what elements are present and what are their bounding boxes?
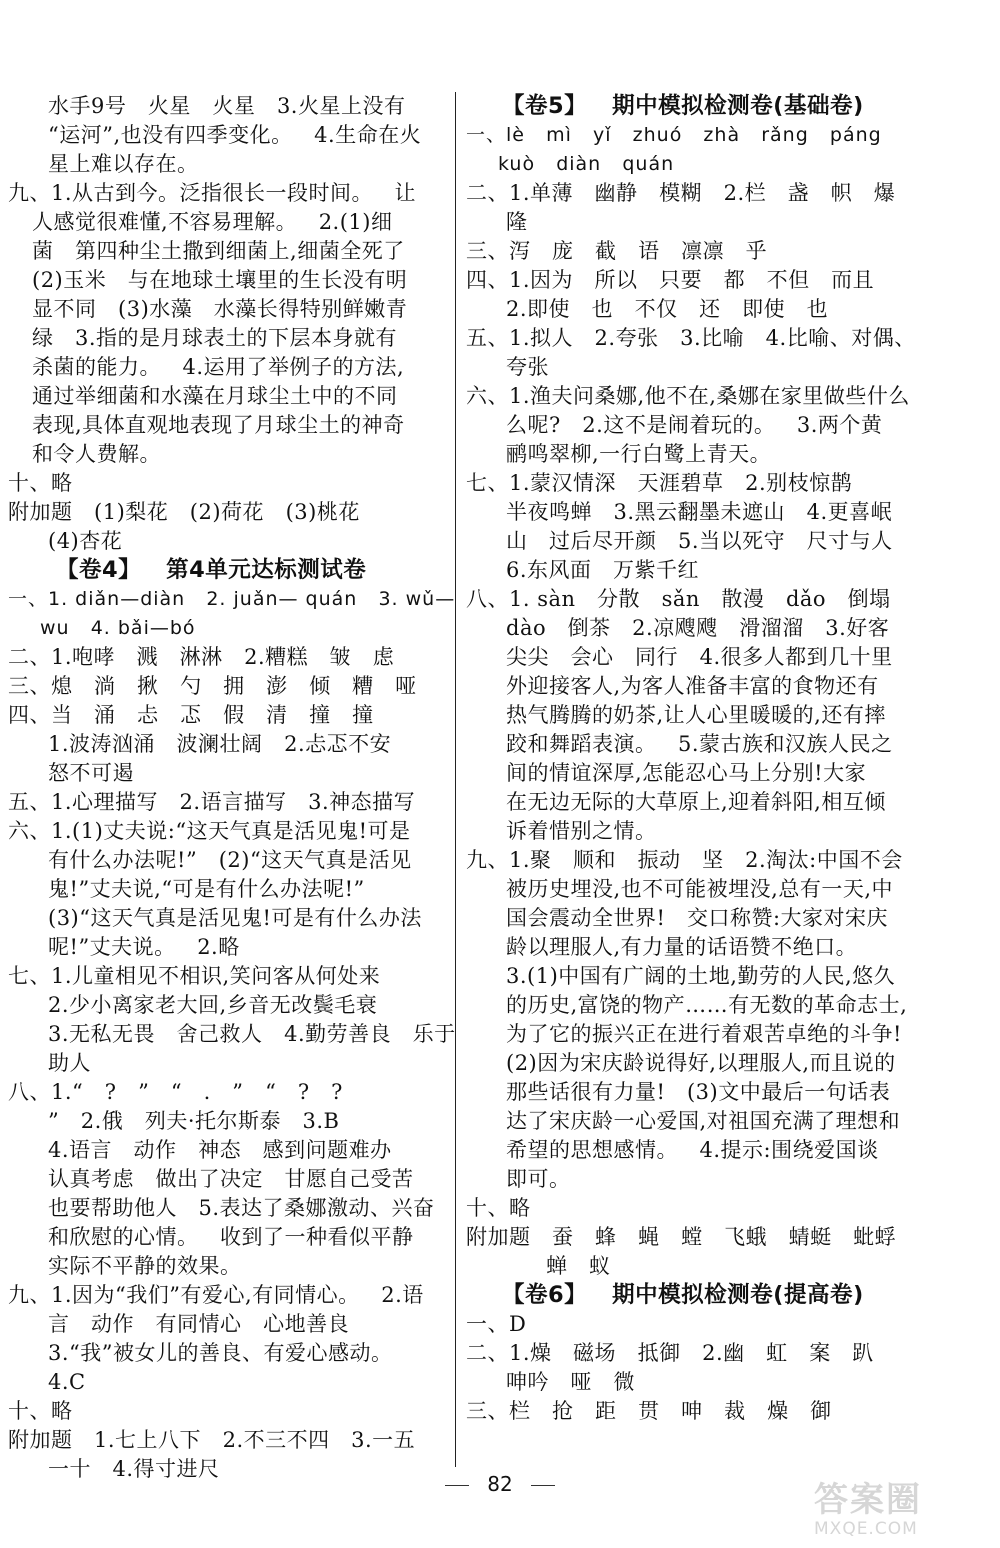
- text-line: 附加题 蚕 蜂 蝇 螳 飞蛾 蜻蜓 蚍蜉: [466, 1225, 897, 1249]
- text-line: 尖尖 会心 同行 4.很多人都到几十里: [506, 645, 893, 669]
- text-line: 一、D: [466, 1312, 527, 1336]
- text-line: 八、1. sàn 分散 sǎn 散漫 dǎo 倒塌: [466, 587, 891, 611]
- text-line: 为了它的振兴正在进行着艰苦卓绝的斗争!: [506, 1022, 902, 1046]
- text-line: 二、1.单薄 幽静 模糊 2.栏 盏 帜 爆: [466, 181, 896, 205]
- text-line: 诉着惜别之情。: [506, 819, 657, 843]
- text-line: 七、1.蒙汉情深 天涯碧草 2.别枝惊鹊: [466, 471, 853, 495]
- text-line: 3.“我”被女儿的善良、有爱心感动。: [48, 1341, 393, 1365]
- text-line: 一、lè mì yǐ zhuó zhà rǎng páng: [466, 124, 882, 146]
- text-line: “运河”,也没有四季变化。 4.生命在火: [48, 123, 422, 147]
- text-line: 表现,具体直观地表现了月球尘土的神奇: [32, 413, 405, 437]
- text-line: 达了宋庆龄一心爱国,对祖国充满了理想和: [506, 1109, 901, 1133]
- text-line: 绿 3.指的是月球表土的下层本身就有: [32, 326, 398, 350]
- text-line: 三、栏 抢 距 贯 呻 裁 燥 御: [466, 1399, 832, 1423]
- text-line: 龄以理服人,有力量的话语赞不绝口。: [506, 935, 858, 959]
- text-line: 6.东风面 万紫千红: [506, 558, 700, 582]
- text-line: wu 4. bǎi—bó: [40, 617, 196, 639]
- section-heading: 【卷4】 第4单元达标测试卷: [56, 557, 367, 583]
- text-line: 热气腾腾的奶茶,让人心里暖暖的,还有摔: [506, 703, 886, 727]
- text-line: 2.少小离家老大回,乡音无改鬓毛衰: [48, 993, 378, 1017]
- section-heading: 【卷6】 期中模拟检测卷(提高卷): [502, 1282, 864, 1308]
- text-line: 通过举细菌和水藻在月球尘土中的不同: [32, 384, 398, 408]
- text-line: 六、1.渔夫问桑娜,他不在,桑娜在家里做些什么: [466, 384, 910, 408]
- text-line: 八、1.“ ? ” “ . ” “ ? ?: [8, 1080, 343, 1104]
- column-divider: [455, 92, 456, 1467]
- text-line: 夸张: [506, 355, 549, 379]
- text-line: 也要帮助他人 5.表达了桑娜激动、兴奋: [48, 1196, 435, 1220]
- text-line: 么呢? 2.这不是闹着玩的。 3.两个黄: [506, 413, 883, 437]
- text-line: 3.(1)中国有广阔的土地,勤劳的人民,悠久: [506, 964, 896, 988]
- text-line: 十、略: [466, 1196, 531, 1220]
- text-line: 助人: [48, 1051, 91, 1075]
- text-line: 十、略: [8, 471, 73, 495]
- text-line: 希望的思想感情。 4.提示:围绕爱国谈: [506, 1138, 879, 1162]
- text-line: 2.即使 也 不仅 还 即使 也: [506, 297, 829, 321]
- text-line: 呢!”丈夫说。 2.略: [48, 935, 240, 959]
- section-heading: 【卷5】 期中模拟检测卷(基础卷): [502, 93, 864, 119]
- text-line: 认真考虑 做出了决定 甘愿自己受苦: [48, 1167, 414, 1191]
- footer-dash: [531, 1485, 555, 1486]
- text-line: 鹂鸣翠柳,一行白鹭上青天。: [506, 442, 772, 466]
- text-line: (4)杏花: [48, 529, 123, 553]
- text-line: 九、1.从古到今。泛指很长一段时间。 让: [8, 181, 417, 205]
- text-line: 五、1.心理描写 2.语言描写 3.神态描写: [8, 790, 416, 814]
- text-line: 和令人费解。: [32, 442, 161, 466]
- text-line: 言 动作 有同情心 心地善良: [48, 1312, 350, 1336]
- text-line: 二、1.咆哮 溅 淋淋 2.糟糕 皱 虑: [8, 645, 395, 669]
- text-line: 有什么办法呢!” (2)“这天气真是活见: [48, 848, 412, 872]
- text-line: (2)玉米 与在地球土壤里的生长没有明: [32, 268, 408, 292]
- text-line: ” 2.俄 列夫·托尔斯泰 3.B: [48, 1109, 340, 1133]
- text-line: 菌 第四种尘土撒到细菌上,细菌全死了: [32, 239, 405, 263]
- text-line: 七、1.儿童相见不相识,笑问客从何处来: [8, 964, 381, 988]
- text-line: 的历史,富饶的物产……有无数的革命志士,: [506, 993, 908, 1017]
- text-line: 三、熄 淌 揪 勺 拥 澎 倾 糟 哑: [8, 674, 417, 698]
- watermark-url: MXQE.COM: [814, 1519, 918, 1539]
- text-line: 九、1.因为“我们”有爱心,有同情心。 2.语: [8, 1283, 424, 1307]
- text-line: 五、1.拟人 2.夸张 3.比喻 4.比喻、对偶、: [466, 326, 916, 350]
- text-line: 和欣慰的心情。 收到了一种看似平静: [48, 1225, 414, 1249]
- text-line: 人感觉很难懂,不容易理解。 2.(1)细: [32, 210, 393, 234]
- text-line: 跤和舞蹈表演。 5.蒙古族和汉族人民之: [506, 732, 893, 756]
- text-line: 间的情谊深厚,怎能忍心马上分别!大家: [506, 761, 867, 785]
- text-line: 那些话很有力量! (3)文中最后一句话表: [506, 1080, 891, 1104]
- text-line: 呻吟 哑 微: [506, 1370, 636, 1394]
- text-line: 四、1.因为 所以 只要 都 不但 而且: [466, 268, 875, 292]
- text-line: 隆: [506, 210, 528, 234]
- text-line: 一、1. diǎn—diàn 2. juǎn— quán 3. wǔ—: [8, 588, 456, 610]
- text-line: 4.语言 动作 神态 感到问题难办: [48, 1138, 392, 1162]
- text-line: 四、当 涌 忐 忑 假 清 撞 撞: [8, 703, 374, 727]
- text-line: 怒不可遏: [48, 761, 134, 785]
- text-line: 六、1.(1)丈夫说:“这天气真是活见鬼!可是: [8, 819, 411, 843]
- text-line: kuò diàn quán: [498, 153, 675, 175]
- text-line: 1.波涛汹涌 波澜壮阔 2.忐忑不安: [48, 732, 392, 756]
- text-line: 星上难以存在。: [48, 152, 199, 176]
- text-line: 3.无私无畏 舍己救人 4.勤劳善良 乐于: [48, 1022, 456, 1046]
- left-column: [8, 92, 456, 1484]
- text-line: 九、1.聚 顺和 振动 坚 2.淘汰:中国不会: [466, 848, 903, 872]
- text-line: 半夜鸣蝉 3.黑云翻墨未遮山 4.更喜岷: [506, 500, 893, 524]
- text-line: 即可。: [506, 1167, 571, 1191]
- text-line: 三、泻 庞 截 语 凛凛 乎: [466, 239, 768, 263]
- text-line: 一十 4.得寸进尺: [48, 1457, 220, 1481]
- text-line: 4.C: [48, 1370, 86, 1394]
- footer-dash: [445, 1485, 469, 1486]
- text-line: 十、略: [8, 1399, 73, 1423]
- text-line: 实际不平静的效果。: [48, 1254, 242, 1278]
- page-number: 82: [487, 1472, 513, 1496]
- text-line: (2)因为宋庆龄说得好,以理服人,而且说的: [506, 1051, 896, 1075]
- text-line: 被历史埋没,也不可能被埋没,总有一天,中: [506, 877, 894, 901]
- text-line: 二、1.燥 磁场 抵御 2.幽 虹 案 趴: [466, 1341, 874, 1365]
- text-line: 外迎接客人,为客人准备丰富的食物还有: [506, 674, 879, 698]
- text-line: dào 倒茶 2.凉飕飕 滑溜溜 3.好客: [506, 616, 890, 640]
- text-line: 杀菌的能力。 4.运用了举例子的方法,: [32, 355, 405, 379]
- watermark-logo: [814, 1472, 984, 1542]
- text-line: (3)“这天气真是活见鬼!可是有什么办法: [48, 906, 422, 930]
- watermark-text: 答案圈: [814, 1480, 922, 1520]
- text-line: 山 过后尽开颜 5.当以死守 尺寸与人: [506, 529, 893, 553]
- right-column: [466, 92, 922, 1426]
- text-line: 附加题 1.七上八下 2.不三不四 3.一五: [8, 1428, 416, 1452]
- text-line: 在无边无际的大草原上,迎着斜阳,相互倾: [506, 790, 886, 814]
- text-line: 国会震动全世界! 交口称赞:大家对宋庆: [506, 906, 889, 930]
- text-line: 水手9号 火星 火星 3.火星上没有: [48, 94, 406, 118]
- text-line: 显不同 (3)水藻 水藻长得特别鲜嫩青: [32, 297, 408, 321]
- text-line: 蝉 蚁: [546, 1254, 611, 1278]
- text-line: 附加题 (1)梨花 (2)荷花 (3)桃花: [8, 500, 360, 524]
- text-line: 鬼!”丈夫说,“可是有什么办法呢!”: [48, 877, 365, 901]
